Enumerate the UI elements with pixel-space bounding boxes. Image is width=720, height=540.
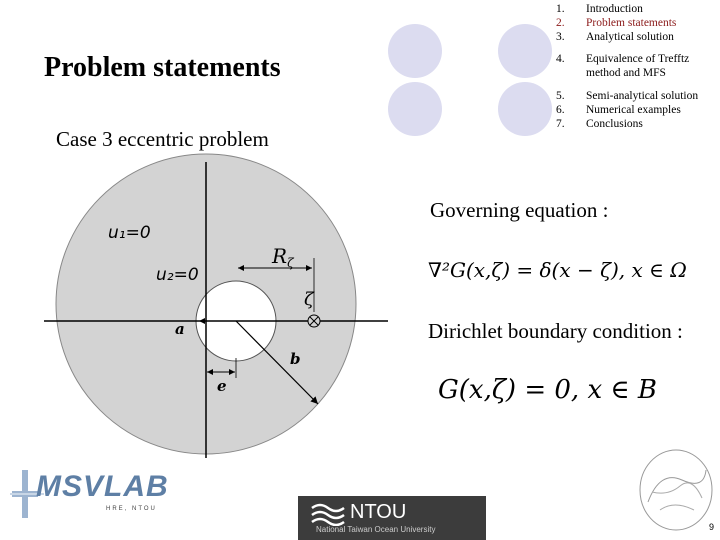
toc-label: Conclusions xyxy=(586,118,643,130)
msvlab-logo xyxy=(8,462,183,522)
ntou-logo xyxy=(298,496,486,540)
slide-subtitle: Case 3 eccentric problem xyxy=(56,127,269,151)
toc-label: Introduction xyxy=(586,3,643,15)
r-zeta-label-main: R xyxy=(272,244,288,268)
sketch-logo-icon xyxy=(630,440,718,534)
ntou-wordmark: NTOU xyxy=(350,501,407,523)
msvlab-wordmark: MSVLAB xyxy=(36,470,169,503)
toc-label: Problem statements xyxy=(586,17,677,29)
toc-label: Equivalence of Trefftz method and MFS xyxy=(586,53,690,79)
zeta-label: ζ xyxy=(304,289,314,310)
toc-num: 7. xyxy=(556,118,565,130)
toc-label: Semi-analytical solution xyxy=(586,90,699,102)
toc-num: 5. xyxy=(556,90,565,102)
msvlab-sub: HRE, NTOU xyxy=(106,506,157,512)
inner-boundary-label: u₂=0 xyxy=(156,265,199,285)
r-zeta-label xyxy=(272,244,294,270)
dirichlet-title: Dirichlet boundary condition : xyxy=(428,319,683,343)
outer-boundary-label: u₁=0 xyxy=(108,223,151,243)
governing-equation: ∇²G(x,ζ) = δ(x − ζ), x ∈ Ω xyxy=(428,258,687,282)
toc-num: 6. xyxy=(556,104,565,116)
toc-label: Numerical examples xyxy=(586,104,681,116)
r-zeta-label-sub: ζ xyxy=(287,256,294,270)
dirichlet-equation: G(x,ζ) = 0, x ∈ B xyxy=(438,375,658,405)
toc-num: 3. xyxy=(556,31,565,43)
toc-num: 2. xyxy=(556,17,565,29)
e-label: e xyxy=(217,377,227,395)
b-label: b xyxy=(290,350,301,368)
source-point-icon xyxy=(308,315,320,327)
toc-num: 1. xyxy=(556,3,565,15)
slide-title: Problem statements xyxy=(44,52,281,83)
ntou-wave-icon xyxy=(310,500,346,526)
toc-num: 4. xyxy=(556,53,565,65)
ntou-fullname: National Taiwan Ocean University xyxy=(316,525,436,534)
governing-equation-title: Governing equation : xyxy=(430,198,609,222)
toc-label: Analytical solution xyxy=(586,31,674,43)
a-label: a xyxy=(175,320,185,338)
page-number: 9 xyxy=(708,522,714,532)
